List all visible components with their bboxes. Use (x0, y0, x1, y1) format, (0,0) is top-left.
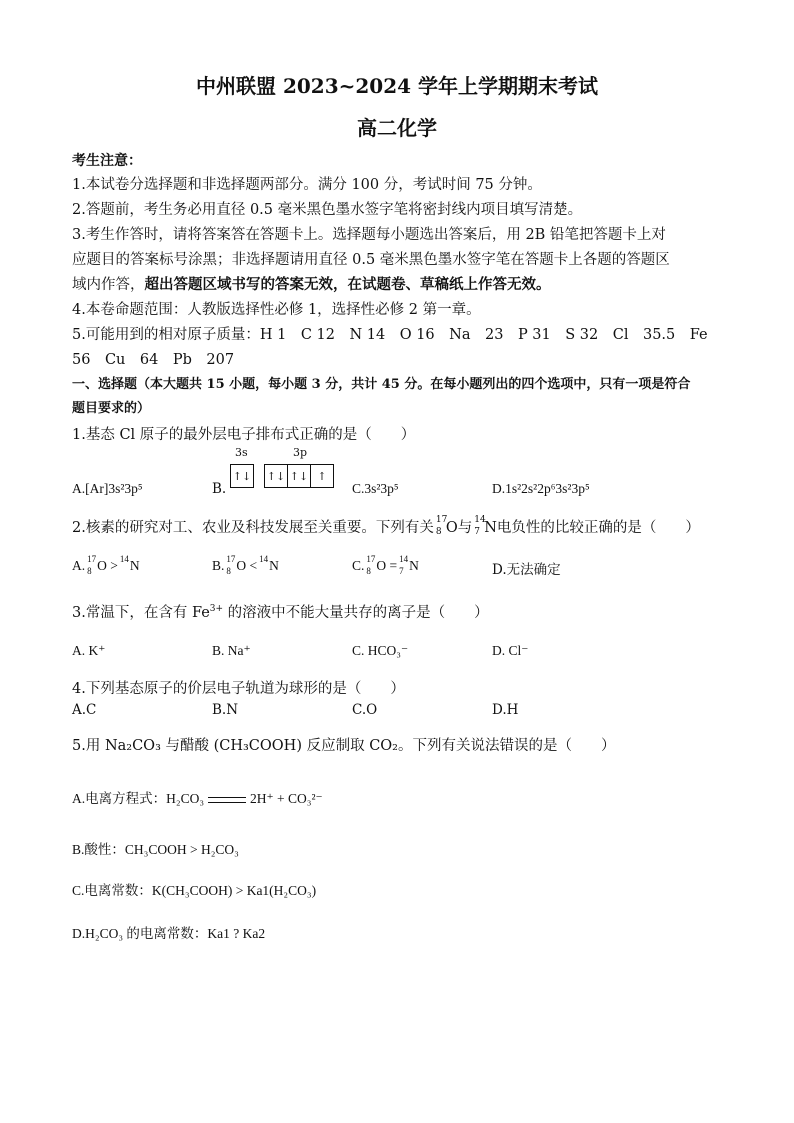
orbital-3s-label: 3s (235, 446, 248, 459)
notice-line-3a: 3.考生作答时，请将答案答在答题卡上。选择题每小题选出答案后，用 2B 铅笔把答题卡上对 (72, 227, 666, 243)
q2-c-tail: N (409, 558, 419, 573)
notice-line-5a: 5.可能用到的相对原子质量：H 1 C 12 N 14 O 16 Na 23 P 31 S 32 Cl 35.5 Fe (72, 327, 708, 343)
section-1-heading: 一、选择题（本大题共 15 小题，每小题 3 分，共计 45 分。在每小题列出的四个选项中，只有一项是符合 (72, 377, 691, 392)
notice-line-3c-bold: 超出答题区域书写的答案无效，在试题卷、草稿纸上作答无效。 (144, 276, 551, 293)
q1-a-text: [Ar]3s²3p⁵ (85, 481, 143, 496)
q2-stem-b: O与 (445, 520, 473, 536)
q3-option-a: A. K⁺ (72, 643, 106, 658)
q2-stem-c: N电负性的比较正确的是（ ） (484, 520, 700, 536)
q5-option-d: D.H₂CO₃ 的电离常数：Ka1 ? Ka2 (72, 926, 266, 941)
a-n-mass: 14 (119, 553, 129, 564)
q3-option-d: D. Cl⁻ (492, 643, 529, 658)
q4-option-d: D.H (492, 702, 519, 718)
q2-a-o-isotope (85, 553, 97, 576)
notice-line-4: 4.本卷命题范围：人教版选择性必修 1，选择性必修 2 第一章。 (72, 302, 481, 318)
notice-line-1: 1.本试卷分选择题和非选择题两部分。满分 100 分，考试时间 75 分钟。 (72, 177, 542, 193)
b-o-num: 8 (226, 565, 231, 576)
notice-line-5b: 56 Cu 64 Pb 207 (72, 352, 235, 368)
c-n-mass: 14 (399, 553, 409, 564)
notice-line-3c (72, 273, 551, 294)
q2-b-o-isotope (224, 553, 236, 576)
q5-a-prefix: A.电离方程式：H₂CO₃ (72, 791, 205, 806)
q5-option-c: C.电离常数：K(CH₃COOH) > Ka1(H₂CO₃) (72, 883, 317, 898)
q2-c-relation: O = (376, 558, 398, 573)
c-o-num: 8 (366, 565, 371, 576)
q2-a-prefix: A. (72, 558, 86, 573)
q1-option-a (72, 481, 143, 497)
q2-a-n-isotope (118, 553, 130, 574)
q2-n-isotope (472, 515, 486, 537)
b-o-mass: 17 (226, 553, 236, 564)
notice-heading: 考生注意： (72, 153, 142, 169)
q1-a-prefix: A. (72, 481, 86, 496)
q2-o-isotope (434, 515, 448, 537)
equilibrium-equals-sign (208, 797, 246, 803)
q2-c-prefix: C. (352, 558, 365, 573)
o-atomic-number: 8 (435, 527, 442, 537)
orbital-3p-cell-2: ↑↓ (288, 465, 311, 487)
q2-option-a (72, 553, 140, 576)
q2-a-tail: N (129, 558, 140, 573)
orbital-3p-box (264, 464, 334, 488)
q2-option-d: D.无法确定 (492, 562, 561, 578)
q1-orbital-diagram (230, 446, 340, 494)
section-1-heading-cont: 题目要求的） (72, 401, 151, 416)
orbital-3s-box (230, 464, 254, 488)
exam-subtitle: 高二化学 (357, 116, 437, 140)
notice-line-3b: 应题目的答案标号涂黑；非选择题请用直径 0.5 毫米黑色墨水签字笔在答题卡上各题的答题区 (72, 252, 670, 268)
c-o-mass: 17 (366, 553, 376, 564)
q4-option-b: B.N (212, 702, 239, 718)
q1-option-c: C.3s²3p⁵ (352, 481, 399, 496)
q3-stem (72, 601, 489, 622)
orbital-3s-cell: ↑↓ (232, 469, 252, 483)
q2-b-tail: N (269, 558, 279, 573)
q2-b-relation: O < (236, 558, 258, 573)
q5-option-a (72, 787, 323, 807)
q3-option-c: C. HCO₃⁻ (352, 643, 409, 658)
fe-charge: 3+ (209, 604, 224, 615)
orbital-3p-cell-3: ↑ (317, 469, 327, 483)
notice-line-3c-plain: 域内作答， (72, 277, 145, 293)
q2-b-prefix: B. (212, 558, 225, 573)
q2-c-n-isotope (397, 553, 409, 576)
q1-option-b-label: B. (212, 481, 227, 497)
notice-line-2: 2.答题前，考生务必用直径 0.5 毫米黑色墨水签字笔将密封线内项目填写清楚。 (72, 202, 583, 218)
q2-c-o-isotope (364, 553, 376, 576)
q4-option-a: A.C (72, 702, 97, 718)
q2-b-n-isotope (257, 553, 269, 574)
q5-option-b: B.酸性：CH₃COOH > H₂CO₃ (72, 842, 239, 857)
q5-stem: 5.用 Na₂CO₃ 与醋酸 (CH₃COOH) 反应制取 CO₂。下列有关说法错误的是（ ） (72, 738, 616, 754)
q2-a-relation: O > (97, 558, 118, 573)
q3-option-b: B. Na⁺ (212, 643, 251, 658)
q3-stem-b: 的溶液中不能大量共存的离子是（ ） (223, 605, 489, 621)
orbital-3p-cell-1: ↑↓ (265, 465, 288, 487)
q2-stem (72, 516, 700, 537)
q2-option-b (212, 553, 279, 576)
q2-option-c (352, 553, 419, 576)
q1-option-d: D.1s²2s²2p⁶3s²3p⁵ (492, 481, 590, 496)
b-n-mass: 14 (259, 553, 269, 564)
orbital-3p-label: 3p (293, 446, 308, 459)
o-mass-number: 17 (435, 515, 448, 525)
exam-title: 中州联盟 2023~2024 学年上学期期末考试 (195, 74, 598, 98)
q4-option-c: C.O (352, 702, 378, 718)
n-atomic-number: 7 (474, 527, 480, 537)
q3-stem-a: 3.常温下，在含有 Fe (72, 605, 210, 621)
q4-stem: 4.下列基态原子的价层电子轨道为球形的是（ ） (72, 681, 405, 697)
a-o-num: 8 (87, 565, 92, 576)
q2-stem-a: 2.核素的研究对工、农业及科技发展至关重要。下列有关 (72, 520, 434, 536)
n-mass-number: 14 (474, 515, 486, 525)
q5-a-suffix: 2H⁺ + CO₃²⁻ (250, 791, 323, 806)
c-n-num: 7 (399, 565, 404, 576)
q1-stem: 1.基态 Cl 原子的最外层电子排布式正确的是（ ） (72, 427, 416, 443)
a-o-mass: 17 (87, 553, 97, 564)
